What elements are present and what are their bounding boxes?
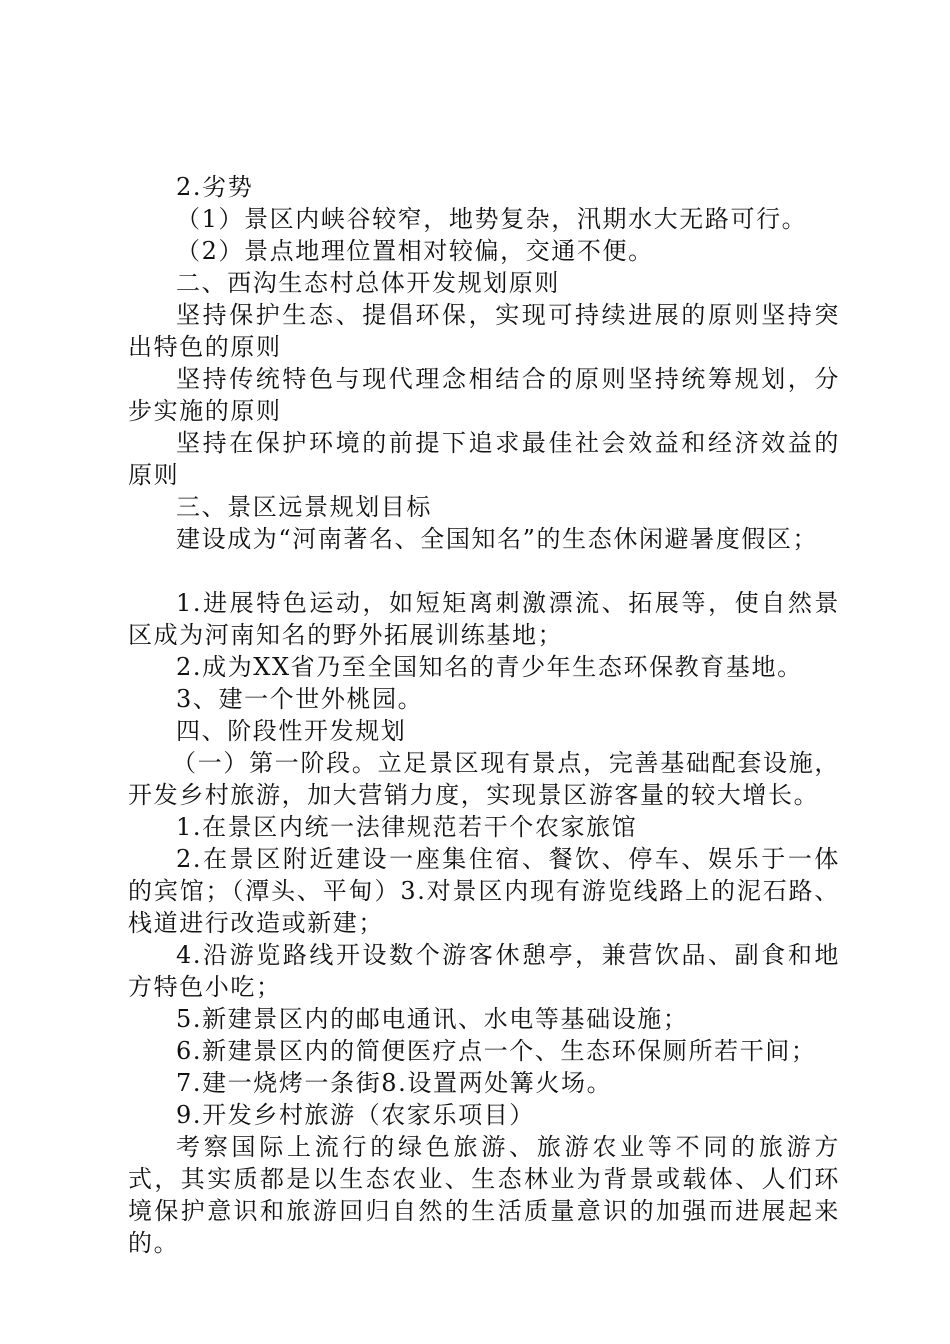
paragraph-phase-1: （一）第一阶段。立足景区现有景点，完善基础配套设施，开发乡村旅游，加大营销力度，实现景区游客量的较大增长。	[128, 749, 840, 809]
paragraph-item-5: 5.新建景区内的邮电通讯、水电等基础设施；	[176, 1005, 689, 1033]
paragraph-item-6: 6.新建景区内的简便医疗点一个、生态环保厕所若干间；	[176, 1037, 817, 1065]
paragraph-principle-2: 坚持传统特色与现代理念相结合的原则坚持统筹规划，分步实施的原则	[128, 365, 840, 425]
section-heading-goals: 三、景区远景规划目标	[176, 493, 432, 521]
paragraph-rural-tourism: 考察国际上流行的绿色旅游、旅游农业等不同的旅游方式，其实质都是以生态农业、生态林业为背景或载体、人们环境保护意识和旅游回归自然的生活质量意识的加强而进展起来的。	[128, 1133, 840, 1257]
paragraph-goal-1: 1.进展特色运动，如短矩离刺激漂流、拓展等，使自然景区成为河南知名的野外拓展训练基地；	[128, 589, 840, 649]
paragraph-item-4: 4.沿游览路线开设数个游客休憩亭，兼营饮品、副食和地方特色小吃；	[128, 941, 840, 1001]
paragraph-goal-main: 建设成为“河南著名、全国知名”的生态休闲避暑度假区；	[176, 525, 819, 553]
paragraph-item-1: 1.在景区内统一法律规范若干个农家旅馆	[176, 813, 638, 841]
section-heading-phases: 四、阶段性开发规划	[176, 717, 407, 745]
document-body	[128, 171, 840, 1259]
section-heading-principles: 二、西沟生态村总体开发规划原则	[176, 269, 560, 297]
paragraph-weakness-2: （2）景点地理位置相对较偏，交通不便。	[176, 237, 654, 265]
paragraph-goal-2: 2.成为XX省乃至全国知名的青少年生态环保教育基地。	[176, 653, 803, 681]
paragraph-goal-3: 3、建一个世外桃园。	[176, 685, 424, 713]
paragraph-item-2: 2.在景区附近建设一座集住宿、餐饮、停车、娱乐于一体的宾馆；（潭头、平甸）3.对景区内现有游览线路上的泥石路、栈道进行改造或新建；	[128, 845, 840, 937]
paragraph-weakness-1: （1）景区内峡谷较窄，地势复杂，汛期水大无路可行。	[176, 205, 808, 233]
paragraph-item-7: 7.建一烧烤一条街8.设置两处篝火场。	[176, 1069, 613, 1097]
paragraph-item-9: 9.开发乡村旅游（农家乐项目）	[176, 1101, 535, 1129]
paragraph-principle-3: 坚持在保护环境的前提下追求最佳社会效益和经济效益的原则	[128, 429, 840, 489]
paragraph-principle-1: 坚持保护生态、提倡环保，实现可持续进展的原则坚持突出特色的原则	[128, 301, 840, 361]
paragraph-weakness-heading: 2.劣势	[176, 173, 254, 201]
